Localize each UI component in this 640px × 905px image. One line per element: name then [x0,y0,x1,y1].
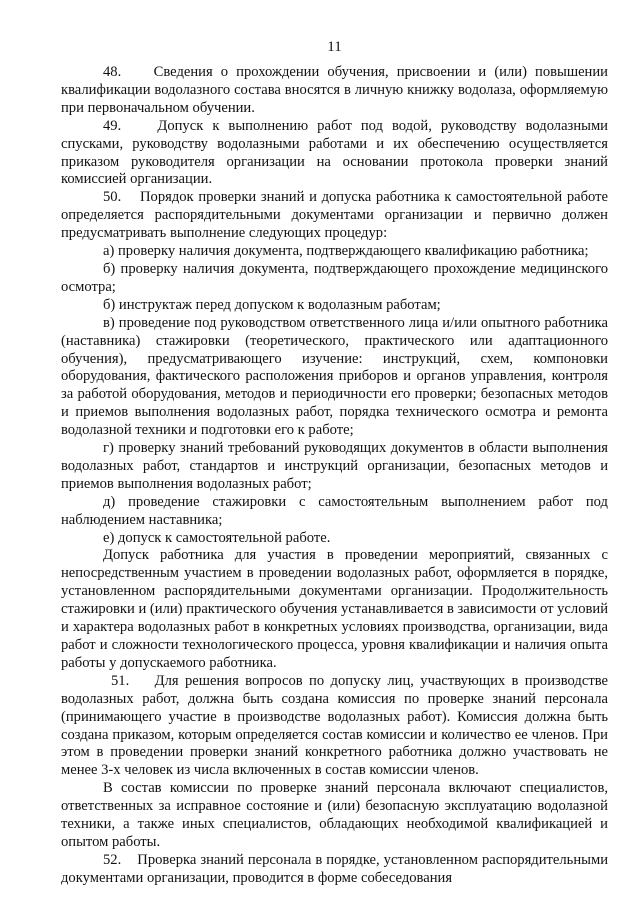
paragraph-51: 51. Для решения вопросов по допуску лиц, участвующих в производстве водолазных работ, должна быть создана комиссия по проверке знаний персонала (принимающего участие в производстве водолазных работ). Комиссия должна быть создана приказом, которым определяется состав комиссии и количество ее членов. При этом в проведении проверки знаний конкретного работника должно участвовать не менее 3-х человек из числа включенных в состав комиссии членов. [61,672,608,779]
paragraph-50: 50. Порядок проверки знаний и допуска работника к самостоятельной работе определяется распорядительными документами организации и первично должен предусматривать выполнение следующих процедур: [61,189,608,242]
list-item-d: д) проведение стажировки с самостоятельным выполнением работ под наблюдением наставника; [61,493,608,528]
page-number: 11 [327,39,342,55]
list-item-v: в) проведение под руководством ответственного лица и/или опытного работника (наставника) стажировки (теоретического, практического или адаптационного обучения), предусматривающего изучение: инструкций, схем, компоновки оборудования, фактического расположения приборов и органов управления, контроля за работой оборудования, методов и периодичности его проверки; безопасных методов и приемов выполнения водолазных работ, порядка технического осмотра и ремонта водолазной техники и подготовки его к работе; [61,314,608,439]
list-item-a: а) проверку наличия документа, подтверждающего квалификацию работника; [103,243,589,260]
paragraph-49: 49. Допуск к выполнению работ под водой, руководству водолазными спусками, руководству водолазными работами и их обеспечению осуществляется приказом руководителя организации на основании протокола проверки знаний комиссией организации. [61,117,608,188]
list-item-g: г) проверку знаний требований руководящих документов в области выполнения водолазных работ, стандартов и инструкций организации, безопасных методов и приемов выполнения водолазных работ; [61,440,608,492]
paragraph-52: 52. Проверка знаний персонала в порядке, установленном распорядительными документами организации, проводится в форме собеседования [61,851,608,886]
paragraph-48: 48. Сведения о прохождении обучения, присвоении и (или) повышении квалификации водолазного состава вносятся в личную книжку водолаза, оформляемую при первоначальном обучении. [61,64,608,116]
list-item-b-medical: б) проверку наличия документа, подтверждающего прохождение медицинского осмотра; [61,260,608,295]
paragraph-commission-composition: В состав комиссии по проверке знаний персонала включают специалистов, ответственных за исправное состояние и (или) безопасную эксплуатацию водолазной техники, а также иных специалистов, обладающих необходимой квалификацией и опытом работы. [61,780,608,850]
list-item-b-briefing: б) инструктаж перед допуском к водолазным работам; [103,296,441,313]
paragraph-admission: Допуск работника для участия в проведении мероприятий, связанных с непосредственным участием в проведении водолазных работ, оформляется в порядке, установленном распорядительными документами организации. Продолжительность стажировки и (или) практического обучения устанавливается в зависимости от условий и характера водолазных работ в конкретных условиях производства, организации, вида работ и сложности технологического процесса, уровня квалификации и наличия опыта работы у допускаемого работника. [61,547,608,671]
list-item-e: е) допуск к самостоятельной работе. [103,529,331,546]
